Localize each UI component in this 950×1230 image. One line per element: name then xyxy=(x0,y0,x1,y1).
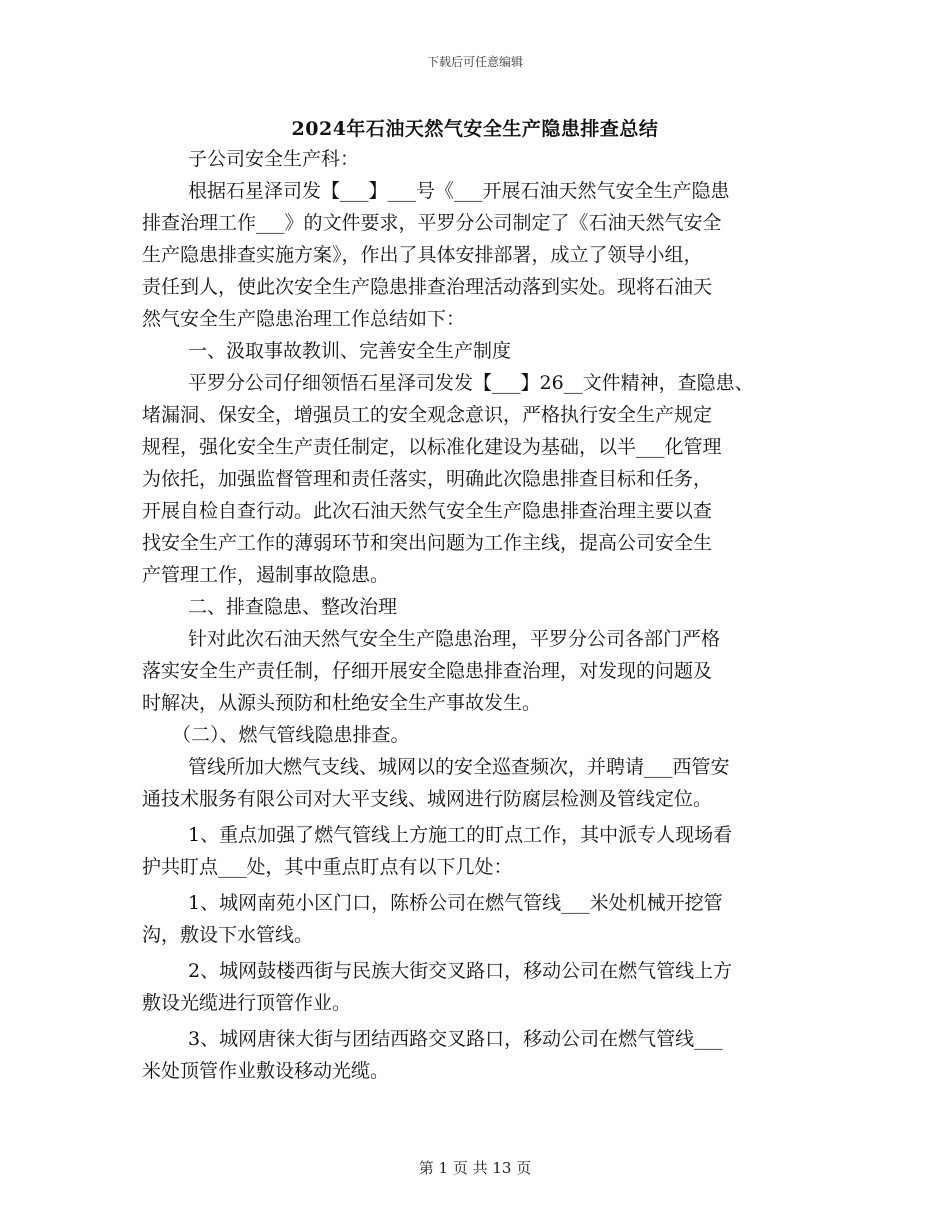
paragraph-line: 责任到人，使此次安全生产隐患排查治理活动落到实处。现将石油天 xyxy=(142,276,713,298)
paragraph-line: 落实安全生产责任制，仔细开展安全隐患排查治理，对发现的问题及 xyxy=(142,660,713,682)
list-item-line: 护共盯点___处，其中重点盯点有以下几处： xyxy=(142,856,513,878)
paragraph-line: 堵漏洞、保安全，增强员工的安全观念意识，严格执行安全生产规定 xyxy=(142,404,713,426)
paragraph-line: 排查治理工作___》的文件要求，平罗分公司制定了《石油天然气安全 xyxy=(142,212,722,234)
subsection-heading: （二）、燃气管线隐患排查。 xyxy=(172,724,410,746)
paragraph-line: 找安全生产工作的薄弱环节和突出问题为工作主线，提高公司安全生 xyxy=(142,532,713,554)
paragraph-line: 开展自检自查行动。此次石油天然气安全生产隐患排查治理主要以查 xyxy=(142,500,713,522)
document-title: 2024年石油天然气安全生产隐患排查总结 xyxy=(291,118,659,140)
list-item-line: 1、重点加强了燃气管线上方施工的盯点工作，其中派专人现场看 xyxy=(188,824,733,846)
document-body xyxy=(142,143,817,1087)
list-item-line: 敷设光缆进行顶管作业。 xyxy=(142,992,352,1014)
paragraph-line: 管线所加大燃气支线、城网以的安全巡查频次，并聘请___西管安 xyxy=(188,756,730,778)
list-item-line: 3、城网唐徕大街与团结西路交叉路口，移动公司在燃气管线___ xyxy=(188,1028,723,1050)
list-item-line: 沟，敷设下水管线。 xyxy=(142,924,314,946)
paragraph-line: 生产隐患排查实施方案》，作出了具体安排部署，成立了领导小组， xyxy=(142,244,703,266)
paragraph-line: 规程，强化安全生产责任制定，以标准化建设为基础，以半___化管理 xyxy=(142,436,722,458)
list-item-line: 1、城网南苑小区门口，陈桥公司在燃气管线___米处机械开挖管 xyxy=(188,892,723,914)
section-heading: 一、汲取事故教训、完善安全生产制度 xyxy=(188,340,512,362)
paragraph-line: 为依托，加强监督管理和责任落实，明确此次隐患排查目标和任务， xyxy=(142,468,713,490)
page-header: 下载后可任意编辑 xyxy=(426,55,523,69)
paragraph-line: 产管理工作，遏制事故隐患。 xyxy=(142,564,390,586)
section-heading: 二、排查隐患、整改治理 xyxy=(188,596,398,618)
list-item-line: 2、城网鼓楼西街与民族大街交叉路口，移动公司在燃气管线上方 xyxy=(188,960,733,982)
paragraph-line: 根据石星泽司发【___】___号《___开展石油天然气安全生产隐患 xyxy=(188,180,730,202)
paragraph-line: 平罗分公司仔细领悟石星泽司发发【___】26__文件精神，查隐患、 xyxy=(188,372,754,394)
page-number: 第 1 页 共 13 页 xyxy=(418,1159,532,1177)
paragraph-line: 然气安全生产隐患治理工作总结如下： xyxy=(142,308,466,330)
list-item-line: 米处顶管作业敷设移动光缆。 xyxy=(142,1060,390,1082)
paragraph-line: 针对此次石油天然气安全生产隐患治理，平罗分公司各部门严格 xyxy=(188,628,721,650)
paragraph-line: 时解决，从源头预防和杜绝安全生产事故发生。 xyxy=(142,692,542,714)
paragraph-line: 通技术服务有限公司对大平支线、城网进行防腐层检测及管线定位。 xyxy=(142,788,713,810)
salutation: 子公司安全生产科： xyxy=(188,148,360,170)
